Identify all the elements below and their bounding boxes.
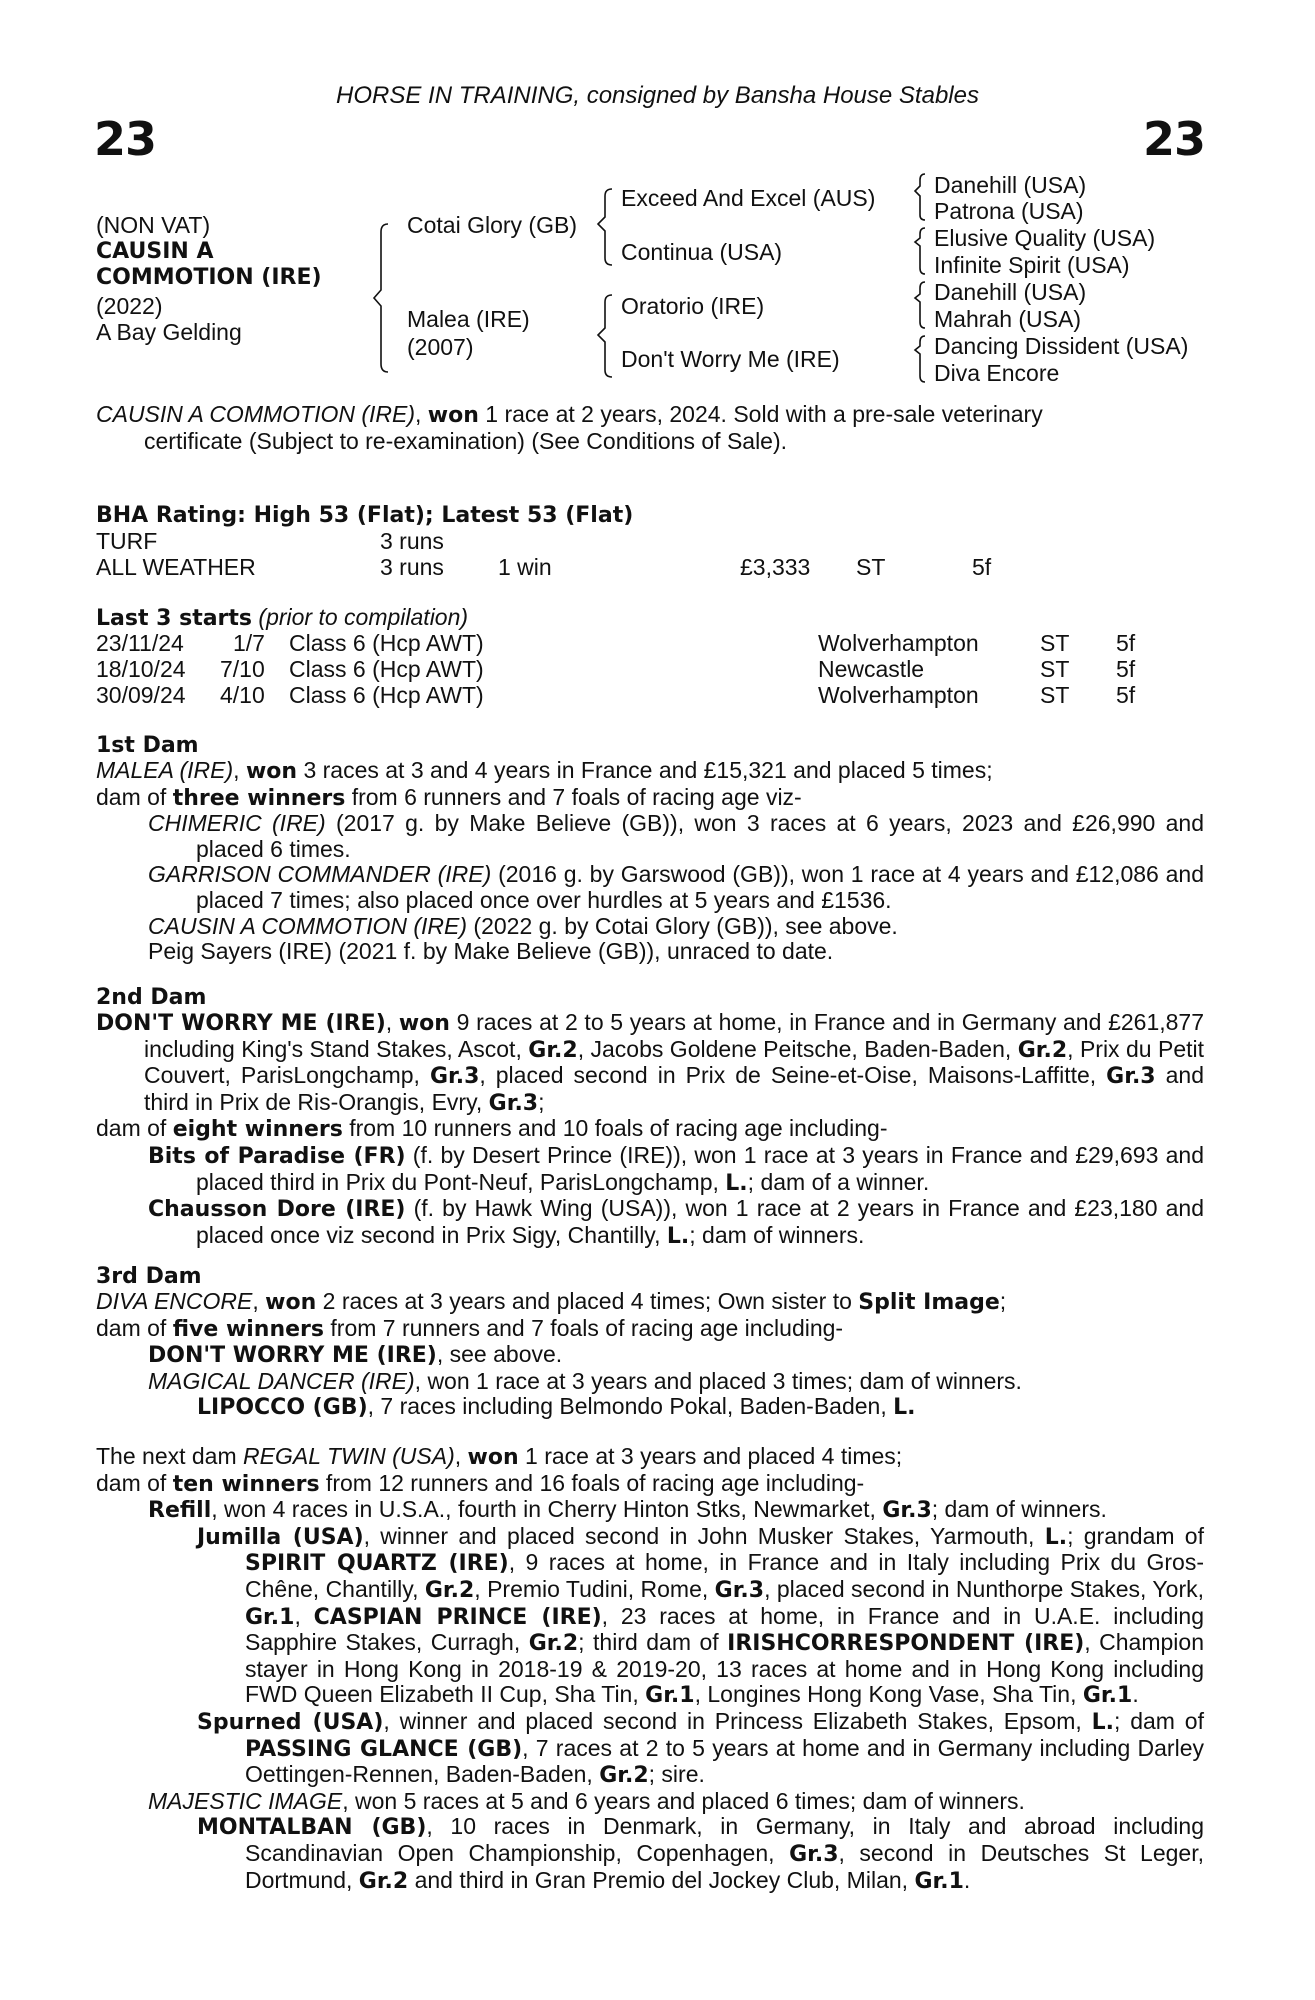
progeny-text: (f. by Desert Prince (IRE)), won 1 race at 3 years in France and £29,693 and placed third in Prix du Pont-Neuf, ParisLongchamp, (196, 1141, 1204, 1195)
progeny-name: PASSING GLANCE (GB) (245, 1736, 523, 1762)
horse-description: A Bay Gelding (96, 319, 242, 345)
grade-label: Gr.3 (882, 1498, 932, 1524)
grade-label: L. (725, 1170, 748, 1196)
summary-horse-name: CAUSIN A COMMOTION (IRE) (96, 401, 416, 427)
progeny-text: (2017 g. by Make Believe (GB)), won 3 races at 6 years, 2023 and £26,990 and placed 6 times. (196, 810, 1204, 862)
progeny-name: LIPOCCO (GB) (197, 1395, 368, 1421)
progeny-name: Bits of Paradise (FR) (148, 1143, 406, 1169)
pedigree-dam-year: (2007) (407, 334, 474, 360)
progeny-name: MAGICAL DANCER (IRE) (148, 1367, 415, 1394)
pedigree-dam-sire: Oratorio (IRE) (621, 293, 765, 319)
aw-wins: 1 win (498, 554, 552, 580)
grade-label: L. (893, 1395, 916, 1421)
progeny-entry (148, 811, 1204, 862)
grade-label: L. (666, 1223, 690, 1249)
pedigree-dss: Danehill (USA) (934, 279, 1087, 305)
progeny-name: Chausson Dore (IRE) (148, 1197, 406, 1223)
progeny-text: , Longines Hong Kong Vase, Sha Tin, (694, 1681, 1083, 1708)
first-dam-title: 1st Dam (96, 733, 199, 758)
start-going: ST (1040, 656, 1070, 682)
progeny-name: DON'T WORRY ME (IRE) (148, 1343, 437, 1369)
next-dam-dam-of (96, 1471, 1204, 1498)
progeny-name: CAUSIN A COMMOTION (IRE) (148, 912, 468, 939)
third-dam-name: DIVA ENCORE (96, 1288, 253, 1314)
start-distance: 5f (1116, 682, 1136, 708)
progeny-text: . (963, 1866, 971, 1893)
second-dam-dam-of (96, 1116, 1204, 1143)
last-starts-note: (prior to compilation) (258, 604, 469, 630)
turf-runs: 3 runs (380, 528, 444, 554)
progeny-text: and third in Gran Premio del Jockey Club, Milan, (408, 1866, 915, 1893)
grade-label: Gr.1 (245, 1604, 295, 1630)
record-text: and third in Prix de Ris-Orangis, Evry, (144, 1062, 1204, 1115)
record-text: 2 races at 3 years and placed 4 times; Own sister to (316, 1288, 859, 1314)
grade-label: Gr.3 (789, 1841, 839, 1867)
first-dam-won: won (245, 759, 298, 784)
dam-of-prefix: dam of (96, 1115, 173, 1142)
vat-status: (NON VAT) (96, 212, 211, 238)
second-dam-name: DON'T WORRY ME (IRE) (96, 1011, 386, 1036)
progeny-text: , 23 races at home, in France and in U.A.E. including Sapphire Stakes, Curragh, (245, 1602, 1205, 1656)
progeny-entry (197, 1524, 1204, 1709)
progeny-entry: Peig Sayers (IRE) (2021 f. by Make Believe (GB)), unraced to date. (148, 938, 834, 965)
pedigree-ddd: Diva Encore (934, 360, 1060, 386)
record-text: , Jacobs Goldene Peitsche, Baden-Baden, (577, 1035, 1018, 1062)
start-distance: 5f (1116, 630, 1136, 656)
record-text: 1 race at 3 years and placed 4 times; (518, 1443, 903, 1469)
summary-won: won (427, 403, 479, 428)
horse-name-line2: COMMOTION (IRE) (96, 265, 322, 290)
pedigree-sds: Elusive Quality (USA) (934, 225, 1156, 251)
progeny-text: ; sire. (648, 1761, 705, 1788)
first-dam-intro: MALEA (IRE), won 3 races at 3 and 4 years in France and £15,321 and placed 5 times; (96, 757, 993, 784)
second-dam-won: won (398, 1011, 450, 1036)
progeny-text: , 7 races at 2 to 5 years at home and in Germany including Darley Oettingen-Rennen, Baden-Baden, (245, 1734, 1204, 1788)
start-course: Wolverhampton (818, 682, 979, 708)
start-position: 1/7 (233, 630, 265, 656)
start-going: ST (1040, 630, 1070, 656)
progeny-text: , second in Deutsches St Leger, Dortmund, (245, 1839, 1204, 1893)
progeny-entry (197, 1814, 1204, 1894)
pedigree-dam: Malea (IRE) (407, 306, 530, 332)
progeny-entry (148, 862, 1204, 913)
progeny-text: ; grandam of (1067, 1522, 1204, 1549)
progeny-entry (148, 1369, 1204, 1395)
third-dam-won: won (265, 1290, 317, 1315)
dam-of-prefix: dam of (96, 783, 173, 810)
next-dam-name: REGAL TWIN (USA) (243, 1443, 455, 1469)
progeny-text: , 10 races in Denmark, in Germany, in Italy and abroad including Scandinavian Open Championship, Copenhagen, (245, 1813, 1204, 1866)
progeny-text: , won 5 races at 5 and 6 years and placed 6 times; dam of winners. (342, 1787, 1025, 1814)
progeny-text: (f. by Hawk Wing (USA)), won 1 race at 2 years in France and £23,180 and placed once viz second in Prix Sigy, Chantilly, (196, 1195, 1204, 1248)
progeny-text: , winner and placed second in John Musker Stakes, Yarmouth, (363, 1522, 1045, 1549)
pedigree-sire-dam: Continua (USA) (621, 239, 783, 265)
progeny-entry (148, 1342, 1204, 1369)
start-course: Wolverhampton (818, 630, 979, 656)
third-dam-title: 3rd Dam (96, 1264, 202, 1289)
summary-line1: 1 race at 2 years, 2024. Sold with a pre-sale veterinary (478, 401, 1043, 427)
page-header: HORSE IN TRAINING, consigned by Bansha House Stables (336, 82, 979, 109)
grade-label: Gr.2 (599, 1763, 649, 1789)
lot-number-left: 23 (94, 112, 157, 166)
start-date: 30/09/24 (96, 682, 186, 708)
lot-number-right: 23 (1142, 112, 1205, 166)
progeny-name: Jumilla (USA) (197, 1524, 364, 1550)
aw-going: ST (856, 554, 886, 580)
pedigree-dds: Dancing Dissident (USA) (934, 333, 1189, 359)
progeny-text: , Champion stayer in Hong Kong in 2018-19 & 2019-20, 13 races at home and in Hong Kong including FWD Queen Elizabeth II Cup, Sha Tin, (245, 1629, 1204, 1708)
progeny-text: ; dam of winners. (931, 1496, 1107, 1523)
third-dam-record: DIVA ENCORE, won 2 races at 3 years and placed 4 times; Own sister to Split Image; (96, 1288, 1007, 1315)
last-starts-heading (96, 604, 468, 631)
horse-name-line1: CAUSIN A (96, 239, 214, 264)
second-dam-record: DON'T WORRY ME (IRE), won 9 races at 2 to 5 years at home, in France and in Germany and £261,877 including King's Stand Stakes, Ascot, Gr.2, Jacobs Goldene Peitsche, Baden-Baden, Gr.2, Prix du Petit Couvert, ParisLongchamp, Gr.3, placed second in Prix de Seine-et-Oise, Maisons-Laffitte, Gr.3 and third in Prix de Ris-Orangis, Evry, Gr.3; (96, 1009, 1205, 1116)
dam-of-prefix: dam of (96, 1469, 173, 1496)
start-date: 18/10/24 (96, 656, 186, 682)
progeny-entry (148, 914, 1204, 940)
next-dam-section (96, 1444, 1204, 1894)
progeny-text: , (294, 1602, 314, 1629)
progeny-text: , placed second in Nunthorpe Stakes, York, (764, 1575, 1204, 1602)
progeny-text: , won 4 races in U.S.A., fourth in Cherry Hinton Stks, Newmarket, (211, 1496, 883, 1523)
second-dam-foals: from 10 runners and 10 foals of racing age including- (342, 1115, 888, 1142)
progeny-name: MAJESTIC IMAGE (148, 1787, 343, 1814)
start-position: 7/10 (220, 656, 265, 682)
pedigree-sdd: Infinite Spirit (USA) (934, 252, 1130, 278)
next-dam-winners: ten winners (172, 1471, 320, 1497)
grade-label: Gr.2 (1017, 1037, 1068, 1063)
progeny-text: , winner and placed second in Princess Elizabeth Stakes, Epsom, (383, 1707, 1092, 1734)
progeny-name: Refill (148, 1498, 212, 1524)
progeny-text: . (1132, 1681, 1139, 1708)
progeny-entry (197, 1709, 1204, 1789)
progeny-text: (2016 g. by Garswood (GB)), won 1 race at 4 years and £12,086 and placed 7 times; also placed once over hurdles at 5 years and £1536. (196, 861, 1205, 913)
progeny-name: CASPIAN PRINCE (IRE) (313, 1604, 602, 1630)
start-class: Class 6 (Hcp AWT) (289, 656, 484, 682)
grade-label: Gr.1 (645, 1683, 695, 1709)
record-text: ; (999, 1288, 1007, 1314)
progeny-entry (148, 1143, 1204, 1196)
pedigree-dsd: Mahrah (USA) (934, 306, 1081, 332)
grade-label: L. (1044, 1524, 1068, 1550)
progeny-name: Spurned (USA) (197, 1709, 384, 1735)
last-starts-title: Last 3 starts (96, 606, 253, 631)
next-dam-foals: from 12 runners and 16 foals of racing age including- (319, 1469, 865, 1496)
progeny-text: ; dam of a winner. (747, 1168, 930, 1195)
progeny-entry (148, 1196, 1204, 1249)
progeny-entry (148, 1497, 1204, 1524)
pedigree-sire-sire: Exceed And Excel (AUS) (621, 185, 876, 211)
pedigree-dam-dam: Don't Worry Me (IRE) (621, 346, 840, 372)
second-dam-winners: eight winners (172, 1117, 343, 1143)
progeny-text: , won 1 race at 3 years and placed 3 times; dam of winners. (414, 1367, 1022, 1394)
grade-label: Gr.3 (1106, 1064, 1156, 1090)
grade-label: Gr.3 (714, 1577, 765, 1603)
progeny-text: ; dam of (1114, 1707, 1204, 1734)
pedigree-sire: Cotai Glory (GB) (407, 212, 577, 238)
next-dam-record: The next dam REGAL TWIN (USA), won 1 race at 3 years and placed 4 times; (96, 1443, 903, 1470)
progeny-name: MONTALBAN (GB) (197, 1815, 427, 1841)
progeny-text: ; third dam of (578, 1629, 728, 1656)
grade-label: Gr.2 (528, 1631, 579, 1657)
first-dam-winners: three winners (172, 785, 346, 811)
aw-runs: 3 runs (380, 554, 444, 580)
first-dam-record: 3 races at 3 and 4 years in France and £15,321 and placed 5 times; (297, 757, 993, 783)
progeny-name: CHIMERIC (IRE) (148, 810, 326, 837)
summary-line2: certificate (Subject to re-examination) (See Conditions of Sale). (144, 427, 788, 454)
second-dam-title: 2nd Dam (96, 985, 207, 1010)
third-dam-winners: five winners (172, 1316, 325, 1342)
third-dam-section (96, 1289, 1204, 1421)
horse-year: (2022) (96, 293, 163, 319)
grade-label: Gr.1 (914, 1868, 964, 1894)
second-dam-section (96, 1010, 1204, 1249)
record-text: , placed second in Prix de Seine-et-Oise, Maisons-Laffitte, (479, 1062, 1107, 1089)
start-date: 23/11/24 (96, 630, 184, 656)
start-class: Class 6 (Hcp AWT) (289, 630, 484, 656)
first-dam-name: MALEA (IRE) (96, 757, 234, 783)
grade-label: Gr.2 (424, 1577, 475, 1603)
progeny-entry (148, 1789, 1204, 1815)
first-dam-foals: from 6 runners and 7 foals of racing age viz- (345, 783, 802, 810)
progeny-text: (2022 g. by Cotai Glory (GB)), see above. (467, 912, 898, 939)
progeny-name: SPIRIT QUARTZ (IRE) (245, 1551, 509, 1577)
progeny-text: ; dam of winners. (689, 1221, 865, 1248)
turf-label: TURF (96, 528, 158, 554)
progeny-name: GARRISON COMMANDER (IRE) (148, 861, 492, 888)
grade-label: Gr.2 (358, 1868, 409, 1894)
aw-label: ALL WEATHER (96, 554, 256, 580)
progeny-entry (197, 1394, 1204, 1421)
pedigree-sss: Danehill (USA) (934, 172, 1087, 198)
third-dam-foals: from 7 runners and 7 foals of racing age including- (324, 1314, 844, 1341)
record-text: , Prix du Petit Couvert, ParisLongchamp, (144, 1035, 1205, 1089)
aw-prize: £3,333 (740, 554, 811, 580)
grade-label: Gr.3 (429, 1064, 480, 1090)
pedigree-ssd: Patrona (USA) (934, 198, 1084, 224)
next-dam-prefix: The next dam (96, 1443, 244, 1469)
progeny-text: , Premio Tudini, Rome, (474, 1575, 715, 1602)
start-going: ST (1040, 682, 1070, 708)
record-text: 9 races at 2 to 5 years at home, in France and in Germany and £261,877 including King's Stand Stakes, Ascot, (144, 1009, 1205, 1062)
progeny-text: , 9 races at home, in France and in Italy including Prix du Gros-Chêne, Chantilly, (245, 1549, 1204, 1602)
sister-name: Split Image (858, 1290, 1000, 1315)
start-course: Newcastle (818, 656, 925, 682)
aw-distance: 5f (972, 554, 992, 580)
next-dam-won: won (467, 1445, 519, 1470)
bha-rating-title: BHA Rating: High 53 (Flat); Latest 53 (Flat) (96, 503, 634, 528)
summary-paragraph: CAUSIN A COMMOTION (IRE), won 1 race at 2 years, 2024. Sold with a pre-sale veterinary certificate (Subject to re-examination) (See Conditions of Sale). (96, 402, 1204, 454)
third-dam-dam-of (96, 1316, 1204, 1343)
progeny-name: IRISHCORRESPONDENT (IRE) (727, 1631, 1085, 1657)
progeny-text: , see above. (436, 1341, 563, 1368)
record-text: ; (538, 1088, 545, 1115)
start-position: 4/10 (220, 682, 265, 708)
first-dam-section (96, 758, 1204, 965)
grade-label: Gr.2 (528, 1037, 578, 1063)
start-class: Class 6 (Hcp AWT) (289, 682, 484, 708)
grade-label: L. (1091, 1709, 1114, 1735)
start-distance: 5f (1116, 656, 1136, 682)
progeny-text: , 7 races including Belmondo Pokal, Baden-Baden, (367, 1393, 894, 1420)
dam-of-prefix: dam of (96, 1314, 173, 1341)
grade-label: Gr.3 (488, 1090, 539, 1116)
first-dam-dam-of (96, 785, 1204, 812)
grade-label: Gr.1 (1082, 1683, 1133, 1709)
